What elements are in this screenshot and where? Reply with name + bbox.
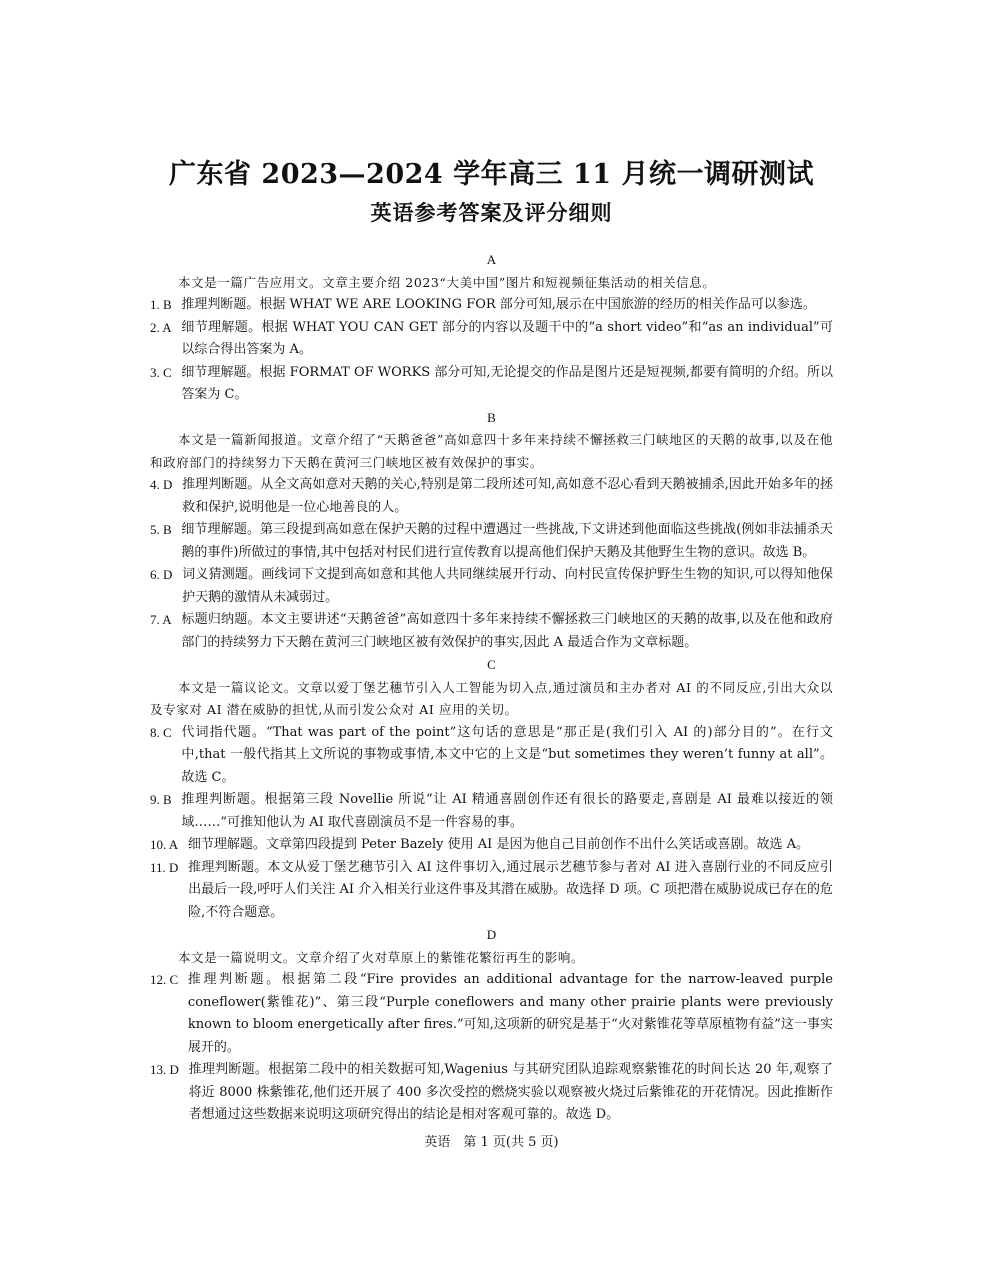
answer-item — [150, 474, 833, 519]
answer-item — [150, 519, 833, 564]
answer-number: 12. C — [150, 972, 179, 987]
answer-item — [150, 1059, 833, 1127]
answer-content — [150, 249, 833, 1127]
answer-number: 6. D — [150, 567, 173, 582]
answer-number: 4. D — [150, 477, 173, 492]
answer-number: 1. B — [150, 297, 172, 312]
answer-item — [150, 362, 833, 407]
answer-explanation: 细节理解题。文章第四段提到 Peter Bazely 使用 AI 是因为他自己目前创作不出什么笑话或喜剧。故选 A。 — [187, 837, 809, 852]
answer-number: 9. B — [150, 792, 172, 807]
answer-item — [150, 857, 833, 925]
answer-item — [150, 317, 833, 362]
section-heading-c: C — [487, 657, 496, 672]
answer-item — [150, 789, 833, 834]
answer-explanation: 推理判断题。根据第二段中的相关数据可知,Wagenius 与其研究团队追踪观察紫锥花的时间长达 20 年,观察了将近 8000 株紫锥花,他们还开展了 400 多次受控的燃烧实验以观察被火烧过后紫锥花的开花情况。因此推断作者想通过这些数据来说明这项研究得出的结论是相对客观可靠的。故选 D。 — [188, 1062, 833, 1122]
page-footer: 英语 第 1 页(共 5 页) — [424, 1135, 559, 1150]
answer-explanation: 推理判断题。本文从爱丁堡艺穗节引入 AI 这件事切入,通过展示艺穗节参与者对 AI 进入喜剧行业的不同反应引出最后一段,呼吁人们关注 AI 介入相关行业这件事及其潜在威胁。故选择 D 项。C 项把潜在威胁说成已存在的危险,不符合题意。 — [188, 859, 833, 920]
answer-item — [150, 294, 833, 317]
answer-number: 7. A — [150, 612, 172, 627]
answer-number: 13. D — [150, 1062, 179, 1077]
answer-number: 8. C — [150, 724, 172, 740]
page-title: 广东省 2023—2024 学年高三 11 月统一调研测试 — [169, 159, 814, 190]
answer-number: 2. A — [150, 319, 172, 335]
answer-number: 5. B — [150, 522, 172, 537]
section-intro-d: 本文是一篇说明文。文章介绍了火对草原上的紫锥花繁衍再生的影响。 — [178, 949, 585, 965]
answer-number: 10. A — [150, 837, 179, 852]
answer-explanation: 标题归纳题。本文主要讲述“天鹅爸爸”高如意四十多年来持续不懈拯救三门峡地区的天鹅的故事,以及在他和政府部门的持续努力下天鹅在黄河三门峡地区被有效保护的事实,因此 A 最适合作为文章标题。 — [181, 612, 833, 650]
answer-explanation: 推理判断题。从全文高如意对天鹅的关心,特别是第二段所述可知,高如意不忍心看到天鹅被捕杀,因此开始多年的拯救和保护,说明他是一位心地善良的人。 — [182, 477, 833, 515]
answer-item — [150, 834, 833, 857]
answer-explanation: 推理判断题。根据第二段“Fire provides an additional advantage for the narrow-leaved purple coneflower(紫锥花)”、第三段“Purple coneflowers and many other prairie plants were previously known to bloom energetically after fires.”可知,这项新的研究是基于“火对紫锥花等草原植物有益”这一事实展开的。 — [187, 972, 833, 1055]
answer-explanation: 词义猜测题。画线词下文提到高如意和其他人共同继续展开行动、向村民宣传保护野生生物的知识,可以得知他保护天鹅的激情从未减弱过。 — [182, 567, 833, 605]
answer-item — [150, 609, 833, 654]
answer-item — [150, 564, 833, 609]
section-heading-b: B — [487, 409, 496, 425]
answer-item — [150, 722, 833, 790]
section-intro-b: 本文是一篇新闻报道。文章介绍了“天鹅爸爸”高如意四十多年来持续不懈拯救三门峡地区的天鹅的故事,以及在他和政府部门的持续努力下天鹅在黄河三门峡地区被有效保护的事实。 — [150, 432, 833, 470]
answer-item — [150, 969, 833, 1059]
answer-explanation: 代词指代题。“That was part of the point”这句话的意思是“那正是(我们引入 AI 的)部分目的”。在行文中,that 一般代指其上文所说的事物或事情,本文中它的上文是“but sometimes they weren’t funny at all”。故选 C。 — [181, 724, 833, 785]
section-heading-a: A — [486, 252, 497, 267]
answer-number: 11. D — [150, 859, 179, 875]
answer-explanation: 细节理解题。第三段提到高如意在保护天鹅的过程中遭遇过一些挑战,下文讲述到他面临这些挑战(例如非法捕杀天鹅的事件)所做过的事情,其中包括对村民们进行宣传教育以提高他们保护天鹅及其他野生生物的意识。故选 B。 — [181, 522, 833, 560]
page-subtitle: 英语参考答案及评分细则 — [370, 201, 613, 225]
answer-explanation: 推理判断题。根据第三段 Novellie 所说“让 AI 精通喜剧创作还有很长的路要走,喜剧是 AI 最难以接近的领域……”可推知他认为 AI 取代喜剧演员不是一件容易的事。 — [181, 792, 833, 830]
answer-explanation: 推理判断题。根据 WHAT WE ARE LOOKING FOR 部分可知,展示在中国旅游的经历的相关作品可以参选。 — [181, 297, 816, 312]
answer-explanation: 细节理解题。根据 FORMAT OF WORKS 部分可知,无论提交的作品是图片还是短视频,都要有简明的介绍。所以答案为 C。 — [181, 364, 833, 402]
answer-explanation: 细节理解题。根据 WHAT YOU CAN GET 部分的内容以及题干中的“a short video”和“as an individual”可以综合得出答案为 A。 — [181, 319, 833, 357]
section-heading-d: D — [486, 927, 497, 942]
section-intro-a: 本文是一篇广告应用文。文章主要介绍 2023“大美中国”图片和短视频征集活动的相关信息。 — [178, 274, 716, 290]
answer-number: 3. C — [150, 364, 172, 380]
section-intro-c: 本文是一篇议论文。文章以爱丁堡艺穗节引入人工智能为切入点,通过演员和主办者对 AI 的不同反应,引出大众以及专家对 AI 潜在威胁的担忧,从而引发公众对 AI 应用的关切。 — [150, 679, 833, 717]
